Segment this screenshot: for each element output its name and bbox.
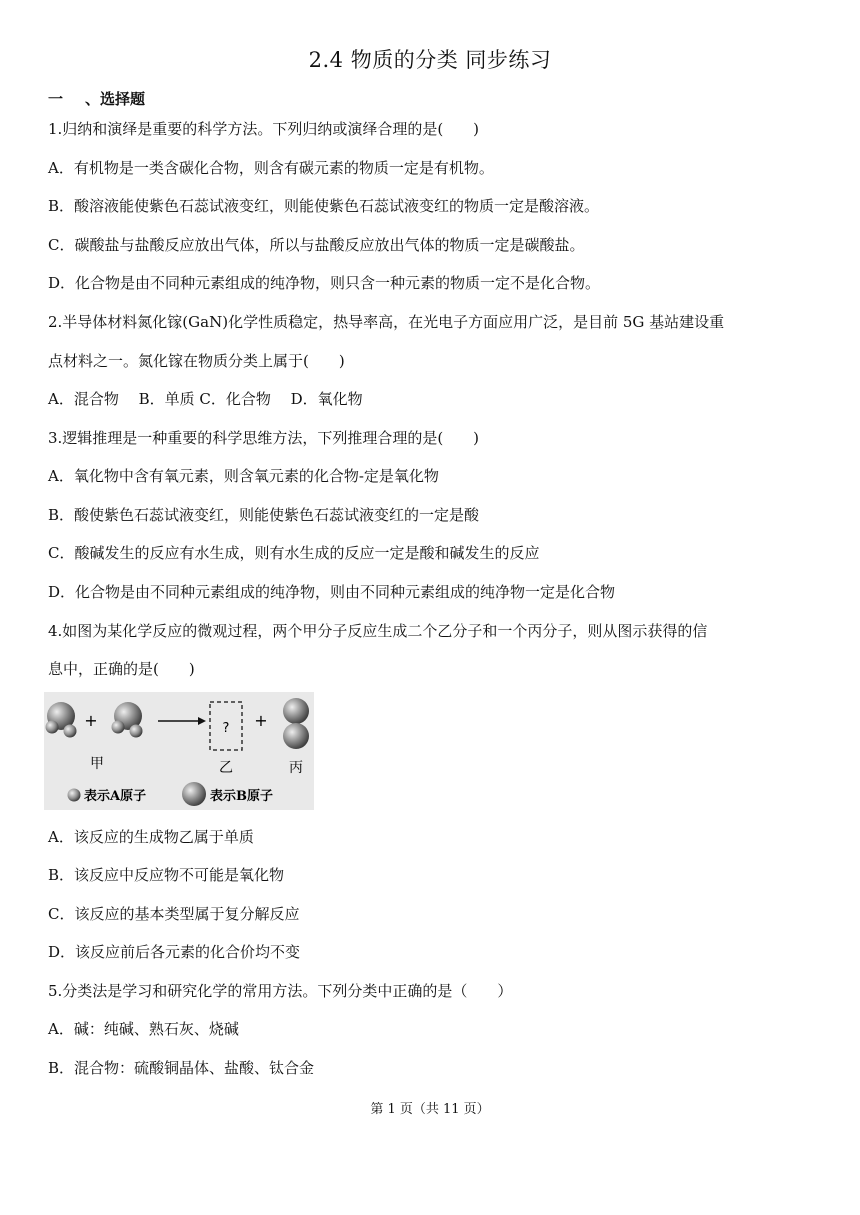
question-3-option-a: A．氧化物中含有氧元素，则含氧元素的化合物-定是氧化物 [48,467,439,485]
legend-b-atom [182,782,206,806]
question-1-stem: 1.归纳和演绎是重要的科学方法。下列归纳或演绎合理的是( ) [48,120,480,138]
question-2-stem-line-2: 点材料之一。氮化镓在物质分类上属于( ) [48,352,345,370]
question-2-stem-line-1: 2.半导体材料氮化镓(GaN)化学性质稳定，热导率高，在光电子方面应用广泛，是目前 5G 基站建设重 [48,313,725,331]
plus-sign-2: + [254,711,268,730]
question-3-option-d: D．化合物是由不同种元素组成的纯净物，则由不同种元素组成的纯净物一定是化合物 [48,583,616,601]
question-4-option-d: D．该反应前后各元素的化合价均不变 [48,943,301,961]
question-1-option-d: D．化合物是由不同种元素组成的纯净物，则只含一种元素的物质一定不是化合物。 [48,274,601,292]
page-title: 2.4 物质的分类 同步练习 [308,48,552,72]
question-1-option-b: B．酸溶液能使紫色石蕊试液变红，则能使紫色石蕊试液变红的物质一定是酸溶液。 [48,197,600,215]
question-4-option-b: B．该反应中反应物不可能是氧化物 [48,866,285,884]
question-4-stem-line-2: 息中，正确的是( ) [48,660,195,678]
question-4-option-a: A．该反应的生成物乙属于单质 [48,828,254,846]
question-1-option-c: C．碳酸盐与盐酸反应放出气体，所以与盐酸反应放出气体的物质一定是碳酸盐。 [48,236,585,254]
legend-a-atom [68,789,81,802]
question-3-option-c: C．酸碱发生的反应有水生成，则有水生成的反应一定是酸和碱发生的反应 [48,544,540,562]
question-4-option-c: C．该反应的基本类型属于复分解反应 [48,905,300,923]
question-4-stem-line-1: 4.如图为某化学反应的微观过程，两个甲分子反应生成二个乙分子和一个丙分子，则从图示获得的信 [48,622,708,640]
legend-b-text: 表示B原子 [210,789,273,804]
label-bing: 丙 [289,760,303,776]
question-3-stem: 3.逻辑推理是一种重要的科学思维方法，下列推理合理的是( ) [48,429,480,447]
label-jia: 甲 [90,756,104,772]
question-3-option-b: B．酸使紫色石蕊试液变红，则能使紫色石蕊试液变红的一定是酸 [48,506,480,524]
question-1-option-a: A．有机物是一类含碳化合物，则含有碳元素的物质一定是有机物。 [48,159,494,177]
reaction-diagram [44,692,314,810]
question-5-option-a: A．碱：纯碱、熟石灰、烧碱 [48,1020,239,1038]
label-yi: 乙 [219,760,233,776]
question-mark: ? [222,721,230,736]
section-number: 一 [48,90,64,108]
plus-sign-1: + [84,711,98,730]
section-label: 、选择题 [85,90,146,108]
question-5-option-b: B．混合物：硫酸铜晶体、盐酸、钛合金 [48,1059,315,1077]
legend-a-text: 表示A原子 [84,789,147,804]
page-footer: 第 1 页（共 11 页） [370,1102,490,1117]
section-heading [48,88,145,109]
question-2-options: A．混合物 B．单质 C．化合物 D．氧化物 [48,390,363,408]
question-5-stem: 5.分类法是学习和研究化学的常用方法。下列分类中正确的是（ ） [48,982,513,1000]
